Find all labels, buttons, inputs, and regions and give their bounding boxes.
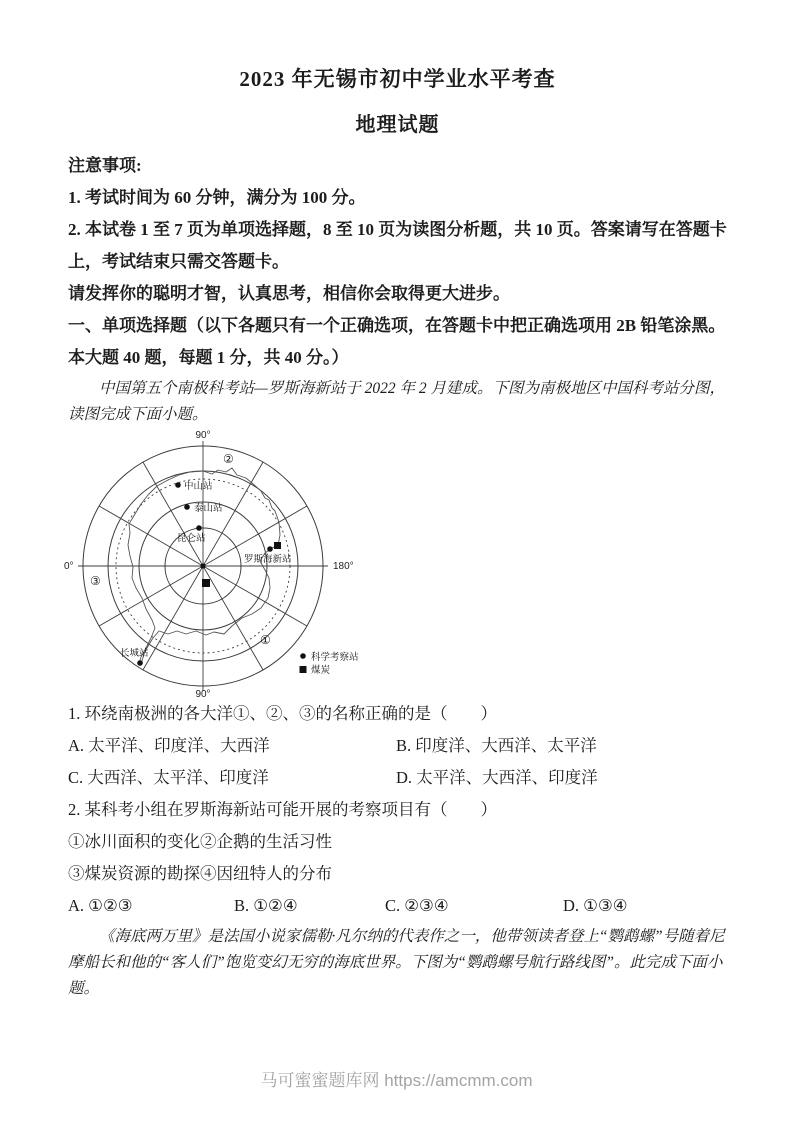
notice-item-2: 2. 本试卷 1 至 7 页为单项选择题，8 至 10 页为读图分析题，共 10 页。答案请写在答题卡上，考试结束只需交答题卡。	[68, 220, 727, 271]
axis-label-bottom: 90°	[195, 689, 211, 698]
section-heading: 一、单项选择题（以下各题只有一个正确选项，在答题卡中把正确选项用 2B 铅笔涂黑。本大题 40 题，每题 1 分，共 40 分。）	[68, 316, 726, 367]
changcheng-station-dot	[137, 660, 143, 666]
question-2-item-2: ③煤炭资源的勘探④因纽特人的分布	[68, 864, 332, 883]
axis-label-top: 90°	[195, 430, 211, 441]
question-1-option-a: A. 太平洋、印度洋、大西洋	[68, 736, 270, 755]
source-watermark: 马可蜜蜜题库网 https://amcmm.com	[260, 1071, 533, 1090]
antarctica-station-map	[64, 428, 727, 698]
ocean-marker-1: ①	[260, 633, 271, 647]
question-2-option-a: A. ①②③	[68, 896, 133, 915]
question-1-option-c: C. 大西洋、太平洋、印度洋	[68, 768, 269, 787]
question-2-option-c: C. ②③④	[385, 896, 449, 915]
page-subtitle: 地理试题	[355, 114, 440, 136]
ross-sea-station-dot	[267, 546, 273, 552]
content-column	[64, 0, 727, 1002]
question-2-options	[68, 890, 727, 922]
question-2-option-b: B. ①②④	[234, 896, 298, 915]
legend-station-label: 科学考察站	[311, 653, 359, 663]
question-1-option-b: B. 印度洋、大西洋、太平洋	[396, 736, 597, 755]
notice-encourage: 请发挥你的聪明才智，认真思考，相信你会取得更大进步。	[68, 284, 510, 303]
coal-marker-interior	[202, 579, 210, 587]
question-2-stem: 2. 某科考小组在罗斯海新站可能开展的考察项目有（ ）	[68, 800, 497, 819]
passage-antarctica: 中国第五个南极科考站—罗斯海新站于 2022 年 2 月建成。下图为南极地区中国科考站分图，读图完成下面小题。	[68, 380, 726, 423]
legend-station-icon	[300, 653, 306, 659]
zhongshan-station-label: 中山站	[184, 482, 213, 492]
question-1-options	[68, 730, 727, 794]
notice-heading: 注意事项:	[68, 156, 142, 175]
legend-coal-icon	[300, 666, 307, 673]
axis-label-right: 180°	[333, 561, 354, 572]
kunlun-station-dot	[196, 525, 202, 531]
question-2-item-1: ①冰川面积的变化②企鹅的生活习性	[68, 832, 332, 851]
changcheng-station-label: 长城站	[120, 649, 149, 659]
kunlun-station-label: 昆仑站	[177, 534, 206, 544]
question-2-option-d: D. ①③④	[563, 896, 628, 915]
legend-coal-label: 煤炭	[311, 666, 331, 676]
question-1-option-d: D. 太平洋、大西洋、印度洋	[396, 768, 598, 787]
taishan-station-label: 泰山站	[194, 504, 223, 514]
notice-item-1: 1. 考试时间为 60 分钟，满分为 100 分。	[68, 188, 366, 207]
ocean-marker-2: ②	[223, 452, 234, 466]
page-title: 2023 年无锡市初中学业水平考查	[239, 67, 556, 91]
antarctica-map-svg	[56, 428, 436, 698]
passage-nautilus: 《海底两万里》是法国小说家儒勒·凡尔纳的代表作之一，他带领读者登上“鹦鹉螺”号随着尼摩船长和他的“客人们”饱览变幻无穷的海底世界。下图为“鹦鹉螺号航行路线图”。此完成下面小题。	[68, 928, 725, 997]
axis-label-left: 0°	[64, 561, 74, 572]
ocean-marker-3: ③	[90, 574, 101, 588]
south-pole-dot	[200, 563, 205, 568]
exam-notices	[68, 150, 727, 374]
zhongshan-station-dot	[175, 482, 181, 488]
ross-sea-station-label: 罗斯海新站	[244, 555, 292, 565]
question-1-stem: 1. 环绕南极洲的各大洋①、②、③的名称正确的是（ ）	[68, 704, 497, 723]
taishan-station-dot	[184, 504, 190, 510]
ross-sea-coal-marker	[274, 542, 281, 549]
